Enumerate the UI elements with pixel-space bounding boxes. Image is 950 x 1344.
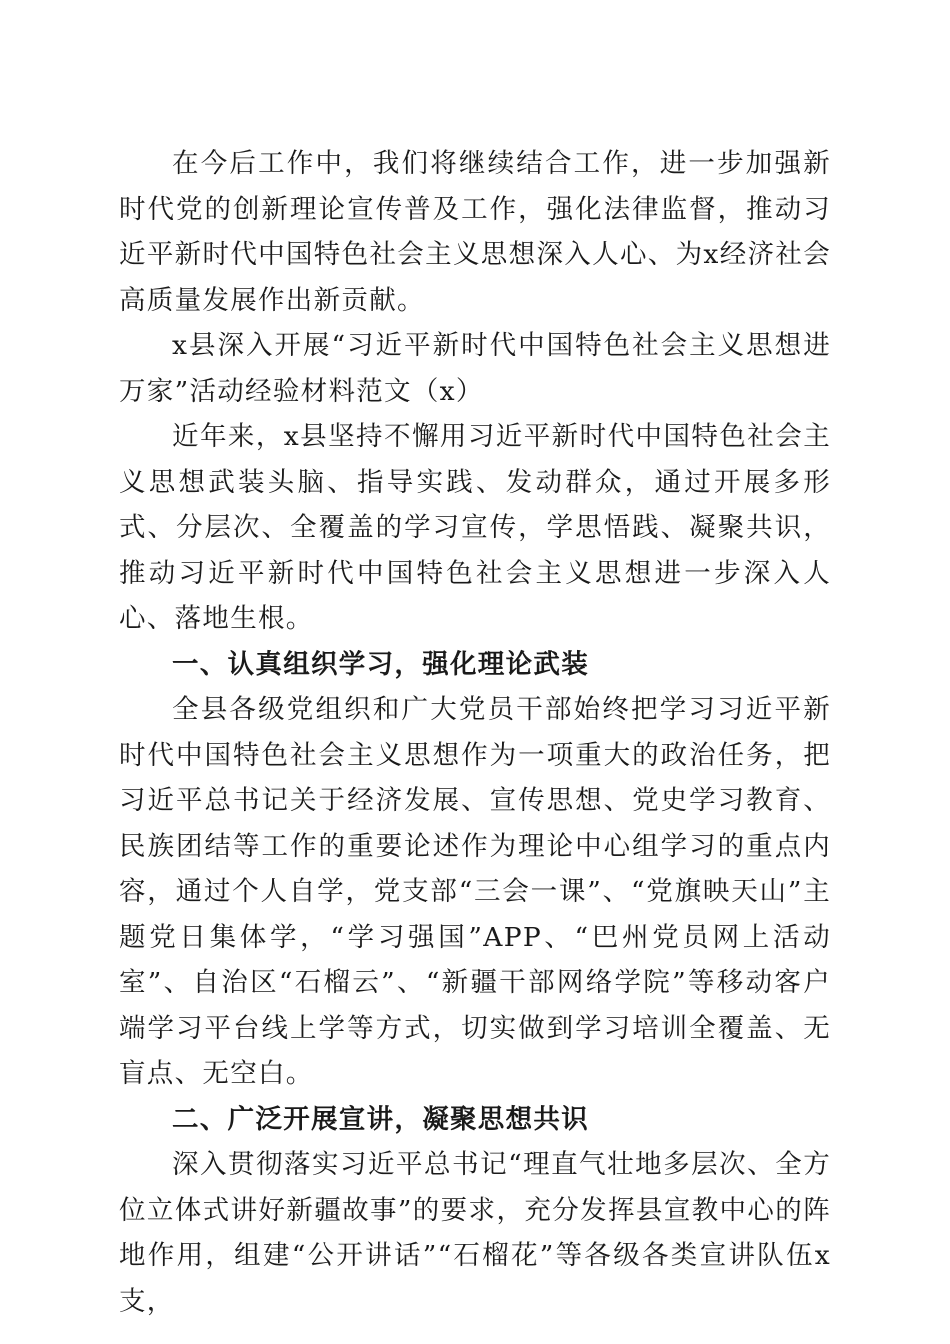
paragraph-intro: 近年来，x县坚持不懈用习近平新时代中国特色社会主义思想武装头脑、指导实践、发动群众，通过开展多形式、分层次、全覆盖的学习宣传，学思悟践、凝聚共识，推动习近平新时代中国特色社会主义思想进一步深入人心、落地生根。 — [119, 421, 831, 634]
section-heading-1: 一、认真组织学习，强化理论武装 — [172, 648, 589, 680]
section-heading-2: 二、广泛开展宣讲，凝聚思想共识 — [172, 1103, 589, 1135]
paragraph-lecture: 深入贯彻落实习近平总书记“理直气壮地多层次、全方位立体式讲好新疆故事”的要求，充分发挥县宣教中心的阵地作用，组建“公开讲话”“石榴花”等各级各类宣讲队伍x支， — [119, 1149, 831, 1317]
paragraph-study: 全县各级党组织和广大党员干部始终把学习习近平新时代中国特色社会主义思想作为一项重大的政治任务，把习近平总书记关于经济发展、宣传思想、党史学习教育、民族团结等工作的重要论述作为理论中心组学习的重点内容，通过个人自学，党支部“三会一课”、“党旗映天山”主题党日集体学，“学习强国”APP、“巴州党员网上活动室”、自治区“石榴云”、“新疆干部网络学院”等移动客户端学习平台线上学等方式，切实做到学习培训全覆盖、无盲点、无空白。 — [119, 694, 831, 1089]
document-body — [119, 141, 831, 1324]
article-title: x县深入开展“习近平新时代中国特色社会主义思想进万家”活动经验材料范文（x） — [119, 330, 831, 407]
paragraph-closing: 在今后工作中，我们将继续结合工作，进一步加强新时代党的创新理论宣传普及工作，强化法律监督，推动习近平新时代中国特色社会主义思想深入人心、为x经济社会高质量发展作出新贡献。 — [119, 148, 831, 316]
